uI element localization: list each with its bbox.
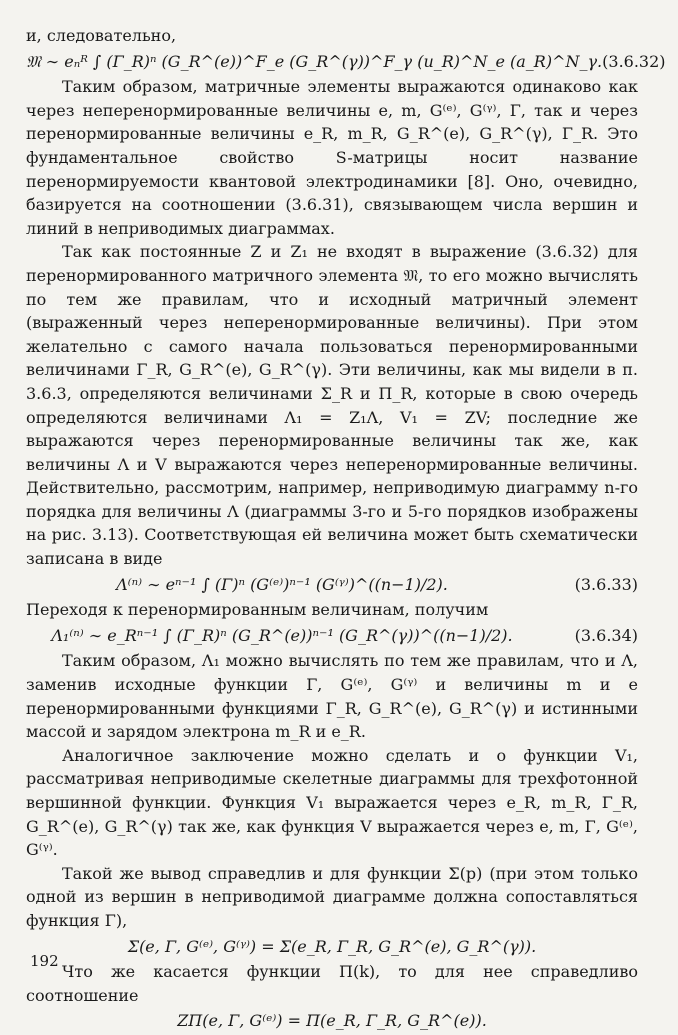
paragraph: Переходя к перенормированным величинам, получим <box>26 600 489 620</box>
equation-formula: 𝔐 ∼ eₙᴿ ∫ (Γ_R)ⁿ (G_R^(e))^F_e (G_R^(γ))^F_γ (u_R)^N_e (a_R)^N_γ. <box>26 51 603 71</box>
paragraph: и, следовательно, <box>26 26 177 45</box>
equation-number: (3.6.32) <box>602 51 666 71</box>
equation-sigma <box>26 935 638 959</box>
equation-number: (3.6.33) <box>574 574 638 594</box>
equation-formula: Σ(e, Γ, G⁽ᵉ⁾, G⁽ᵞ⁾) = Σ(e_R, Γ_R, G_R^(e), G_R^(γ)). <box>127 936 537 956</box>
paragraph: Что же касается функции Π(k), то для нее справедливо соотношение <box>26 962 638 1005</box>
paragraph: Таким образом, матричные элементы выражаются одинаково как через неперенормированные величины e, m, G⁽ᵉ⁾, G⁽ᵞ⁾, Γ, так и через перенормированные величины e_R, m_R, G_R^(e), G_R^(γ), Γ_R. Это фундаментальное свойство S-матрицы носит название перенормируемости квантовой электродинамики [8]. Оно, очевидно, базируется на соотношении (3.6.31), связывающем числа вершин и линий в неприводимых диаграммах. <box>26 77 638 238</box>
equation-3-6-34 <box>26 624 638 648</box>
paragraph: Так как постоянные Z и Z₁ не входят в выражение (3.6.32) для перенормированного матричного элемента 𝔐, то его можно вычислять по тем же правилам, что и исходный матричный элемент (выраженный через неперенормированные величины). При этом желательно с самого начала пользоваться перенормированными величинами Γ_R, G_R^(e), G_R^(γ). Эти величины, как мы видели в п. 3.6.3, определяются величинами Σ_R и Π_R, которые в свою очередь определяются величинами Λ₁ = Z₁Λ, V₁ = ZV; последние же выражаются через перенормированные величины так же, как величины Λ и V выражаются через неперенормированные величины. Действительно, рассмотрим, например, неприводимую диаграмму n-го порядка для величины Λ (диаграммы 3-го и 5-го порядков изображены на рис. 3.13). Соответствующая ей величина может быть схематически записана в виде <box>26 242 638 569</box>
equation-3-6-33 <box>26 573 638 597</box>
equation-3-6-32 <box>26 50 666 74</box>
equation-pi <box>26 1009 638 1033</box>
equation-formula: ZΠ(e, Γ, G⁽ᵉ⁾) = Π(e_R, Γ_R, G_R^(e)). <box>177 1011 487 1031</box>
equation-number: (3.6.34) <box>574 625 638 645</box>
page-number: 192 <box>30 952 59 970</box>
paragraph: Аналогичное заключение можно сделать и о функции V₁, рассматривая неприводимые скелетные диаграммы для трехфотонной вершинной функции. Функция V₁ выражается через e_R, m_R, Γ_R, G_R^(e), G_R^(γ) так же, как функция V выражается через e, m, Γ, G⁽ᵉ⁾, G⁽ᵞ⁾. <box>26 745 638 860</box>
page-text <box>26 24 666 1035</box>
equation-formula: Λ₁⁽ⁿ⁾ ∼ e_Rⁿ⁻¹ ∫ (Γ_R)ⁿ (G_R^(e))ⁿ⁻¹ (G_R^(γ))^((n−1)/2). <box>51 625 513 645</box>
equation-formula: Λ⁽ⁿ⁾ ∼ eⁿ⁻¹ ∫ (Γ)ⁿ (G⁽ᵉ⁾)ⁿ⁻¹ (G⁽ᵞ⁾)^((n−1)/2). <box>116 574 448 594</box>
paragraph: Такой же вывод справедлив и для функции Σ(p) (при этом только одной из вершин в неприводимой диаграмме должна сопоставляться функция Γ), <box>26 863 638 930</box>
paragraph: Таким образом, Λ₁ можно вычислять по тем же правилам, что и Λ, заменив исходные функции Γ, G⁽ᵉ⁾, G⁽ᵞ⁾ и величины m и e перенормированными функциями Γ_R, G_R^(e), G_R^(γ) и истинными массой и зарядом электрона m_R и e_R. <box>26 651 638 742</box>
